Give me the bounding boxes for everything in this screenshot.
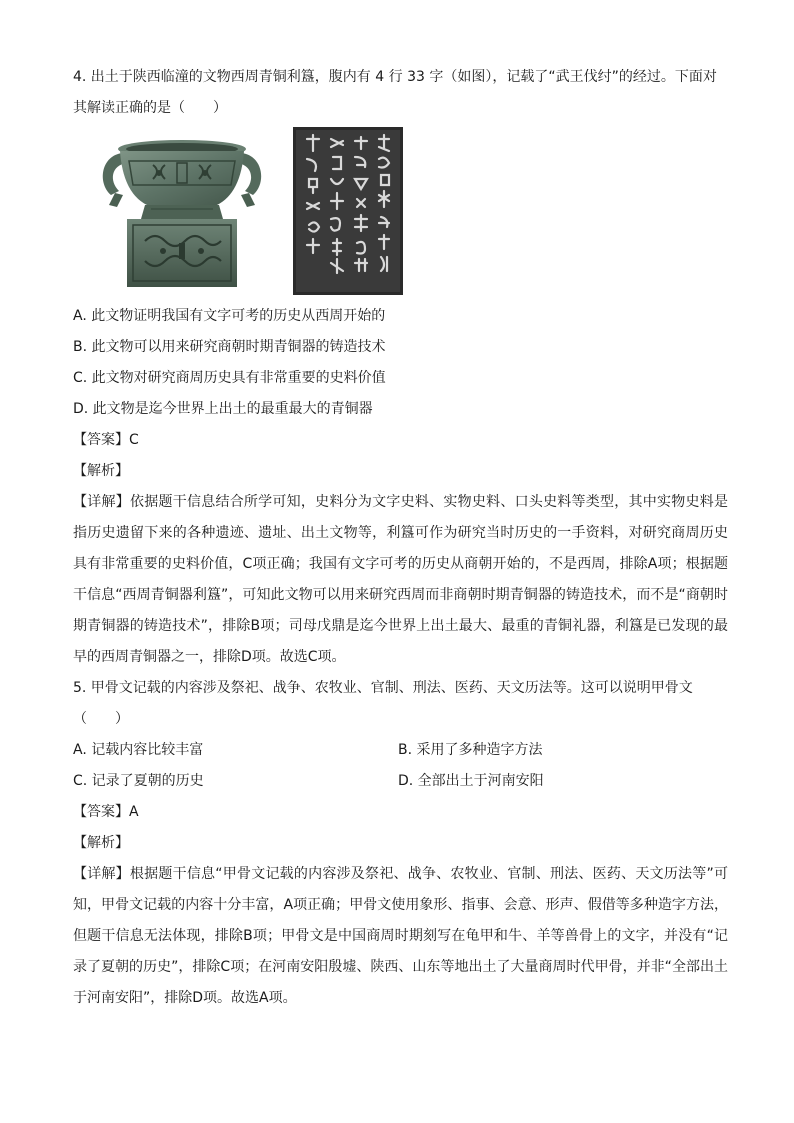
q4-analysis-label: 【解析】 — [73, 463, 129, 479]
q5-detail: 【详解】根据题干信息“甲骨文记载的内容涉及祭祀、战争、农牧业、官制、刑法、医药、天文历法等”可知，甲骨文记载的内容十分丰富，A项正确；甲骨文使用象形、指事、会意、形声、假借等多种造字方法，但题干信息无法体现，排除B项；甲骨文是中国商周时期刻写在龟甲和牛、羊等兽骨上的文字，并没有“记录了夏朝的历史”，排除C项；在河南安阳殷墟、陕西、山东等地出土了大量商周时代甲骨，并非“全部出土于河南安阳”，排除D项。故选A项。 — [73, 866, 728, 1006]
q4-stem-line-2: 其解读正确的是（ ） — [73, 100, 227, 116]
q5-options-row-2 — [73, 766, 728, 797]
q4-figures — [73, 127, 728, 299]
q5-option-c: C. 记录了夏朝的历史 — [73, 773, 204, 789]
question-5 — [73, 673, 728, 1014]
question-4 — [73, 62, 728, 673]
bronze-vessel-image — [93, 133, 271, 290]
q4-answer: 【答案】C — [73, 432, 139, 448]
q4-detail: 【详解】依据题干信息结合所学可知，史料分为文字史料、实物史料、口头史料等类型，其中实物史料是指历史遗留下来的各种遗迹、遗址、出土文物等，利簋可作为研究当时历史的一手资料，对研究商周历史具有非常重要的史料价值，C项正确；我国有文字可考的历史从商朝开始的，不是西周，排除A项；根据题干信息“西周青铜器利簋”，可知此文物可以用来研究西周而非商朝时期青铜器的铸造技术，而不是“商朝时期青铜器的铸造技术”，排除B项；司母戊鼎是迄今世界上出土最大、最重的青铜礼器，利簋是已发现的最早的西周青铜器之一，排除D项。故选C项。 — [73, 494, 728, 665]
q5-stem-line-1: 5. 甲骨文记载的内容涉及祭祀、战争、农牧业、官制、刑法、医药、天文历法等。这可以说明甲骨文 — [73, 680, 693, 696]
q4-option-b: B. 此文物可以用来研究商朝时期青铜器的铸造技术 — [73, 339, 386, 355]
q5-stem-line-2: （ ） — [73, 711, 129, 727]
q5-option-a: A. 记载内容比较丰富 — [73, 742, 204, 758]
q5-answer: 【答案】A — [73, 804, 139, 820]
q5-analysis-label: 【解析】 — [73, 835, 129, 851]
q4-option-d: D. 此文物是迄今世界上出土的最重最大的青铜器 — [73, 401, 373, 417]
q5-options-row-1 — [73, 735, 728, 766]
document-page — [73, 62, 728, 1014]
q4-option-a: A. 此文物证明我国有文字可考的历史从西周开始的 — [73, 308, 386, 324]
q5-option-d: D. 全部出土于河南安阳 — [398, 773, 544, 789]
inscription-rubbing-image — [293, 127, 403, 295]
q4-option-c: C. 此文物对研究商周历史具有非常重要的史料价值 — [73, 370, 386, 386]
q5-option-b: B. 采用了多种造字方法 — [398, 742, 543, 758]
q4-stem-line-1: 4. 出土于陕西临潼的文物西周青铜利簋，腹内有 4 行 33 字（如图），记载了“武王伐纣”的经过。下面对 — [73, 69, 717, 85]
